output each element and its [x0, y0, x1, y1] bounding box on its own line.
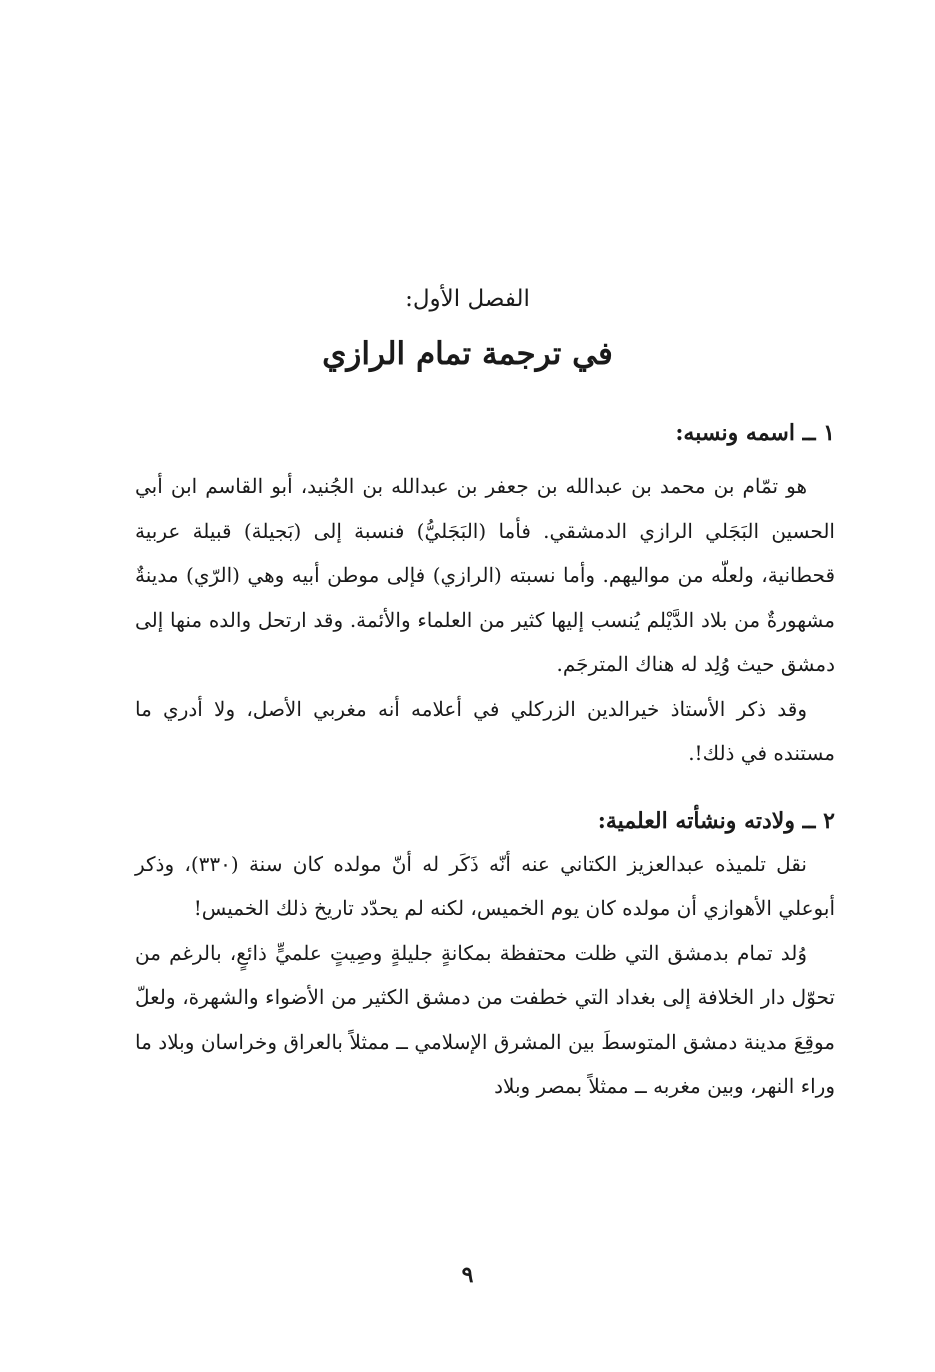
- paragraph-name-lineage: [135, 464, 835, 687]
- paragraph-zirikli-note: [135, 687, 835, 776]
- paragraph-text: وُلد تمام بدمشق التي ظلت محتفظة بمكانةٍ جليلةٍ وصِيتٍ علميٍّ ذائعٍ، بالرغم من تحوّل دار الخلافة إلى بغداد التي خطفت من دمشق الكثير من الأضواء والشهرة، ولعلّ موقِعَ مدينة دمشق المتوسطَ بين المشرق الإسلامي ــ ممثلاً بالعراق وخراسان وبلاد ما وراء النهر، وبين مغربه ــ ممثلاً بمصر وبلاد: [135, 940, 835, 1098]
- page-body: [135, 412, 835, 1109]
- section-heading-birth-upbringing: ٢ ــ ولادته ونشأته العلمية:: [597, 807, 835, 834]
- paragraph-text: وقد ذكر الأستاذ خيرالدين الزركلي في أعلامه أنه مغربي الأصل، ولا أدري ما مستنده في ذلك!.: [135, 696, 835, 765]
- paragraph-text: نقل تلميذه عبدالعزيز الكتاني عنه أنّه ذَكَر له أنّ مولده كان سنة (٣٣٠)، وذكر أبوعلي الأهوازي أن مولده كان يوم الخميس، لكنه لم يحدّد تاريخ ذلك الخميس!: [135, 851, 835, 920]
- paragraph-birth-date: [135, 842, 835, 931]
- section-heading-name-lineage: ١ ــ اسمه ونسبه:: [675, 420, 835, 446]
- paragraph-text: هو تمّام بن محمد بن عبدالله بن جعفر بن عبدالله بن الجُنيد، أبو القاسم ابن أبي الحسين البَجَلي الرازي الدمشقي. فأما (البَجَليُّ) فنسبة إلى (بَجيلة) قبيلة عربية قحطانية، ولعلّه من مواليهم. وأما نسبته (الرازي) فإلى موطن أبيه وهي (الرّي) مدينةٌ مشهورةٌ من بلاد الدَّيْلم يُنسب إليها كثير من العلماء والأئمة. وقد ارتحل والده منها إلى دمشق حيث وُلِد له هناك المترجَم.: [135, 474, 835, 676]
- chapter-label: الفصل الأول:: [405, 286, 530, 312]
- paragraph-damascus: [135, 931, 835, 1109]
- chapter-title: في ترجمة تمام الرازي: [322, 336, 613, 372]
- page-number: ٩: [461, 1262, 474, 1288]
